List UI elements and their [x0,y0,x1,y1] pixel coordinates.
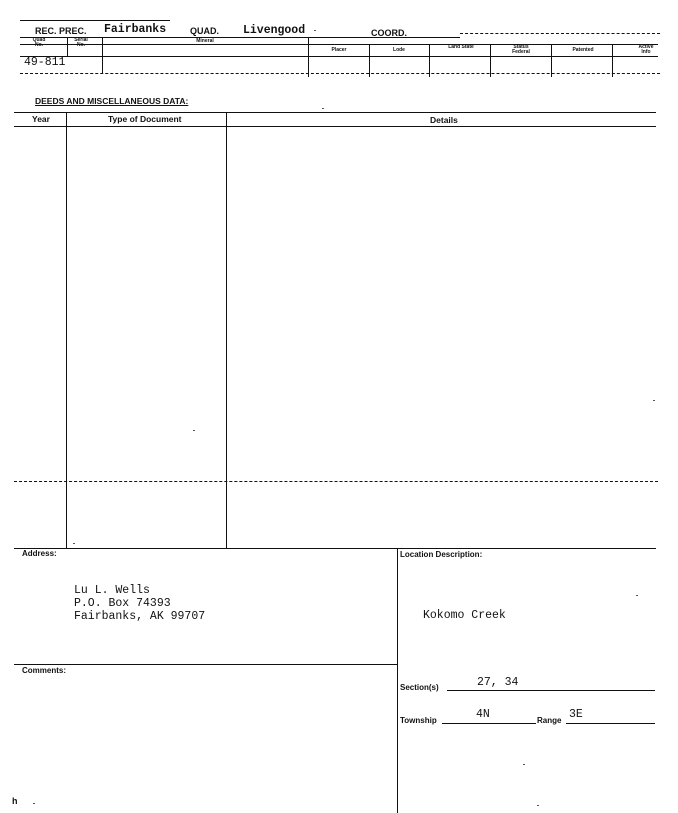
col-placer: Placer [331,47,347,53]
col-land-state: Land State [448,44,474,50]
header-rule-1-dashed [460,33,660,34]
col-div-mineral [308,37,309,77]
address-line-2: P.O. Box 74393 [74,597,171,610]
col-status-federal: Status Federal [512,44,530,55]
quad-no-value: 49-811 [24,56,66,69]
address-label: Address: [22,549,57,558]
col-div-serial [102,37,103,74]
col-div-lode [429,44,430,77]
deeds-div-type [226,112,227,548]
col-div-patented [612,44,613,77]
speck [537,805,539,806]
speck [33,803,35,804]
header-top-rule [20,20,170,21]
deeds-mid-dashed [14,481,658,482]
township-value: 4N [476,708,490,721]
range-label: Range [537,716,562,725]
address-line-1: Lu L. Wells [74,584,150,597]
header-rule-3 [20,56,658,57]
section-label: Section(s) [400,683,439,692]
section-underline [447,690,655,691]
speck [523,764,525,765]
speck [653,400,655,401]
range-underline [566,723,655,724]
deeds-div-year [66,112,67,548]
col-div-status [551,44,552,77]
col-lode: Lode [393,47,405,53]
col-patented: Patented [572,47,594,53]
col-quad-no: Quad No. [32,37,46,48]
range-value: 3E [569,708,583,721]
speck [636,595,638,596]
address-line-3: Fairbanks, AK 99707 [74,610,206,623]
speck [193,430,195,431]
comments-label: Comments: [22,666,67,675]
township-label: Township [400,716,437,725]
deeds-title: DEEDS AND MISCELLANEOUS DATA: [35,96,189,106]
header-rule-2 [20,44,658,45]
quad-label: QUAD. [190,26,219,36]
rec-prec-value: Fairbanks [104,23,167,36]
col-div-quad [67,37,68,56]
lower-div-center [397,548,398,813]
col-active-info: Active Info [638,44,654,55]
location-label: Location Description: [400,550,483,559]
header-rule-4-dashed [20,73,660,74]
col-serial-no: Serial No. [74,37,88,48]
section-value: 27, 34 [477,676,519,689]
deeds-col-details: Details [430,115,458,125]
deeds-rule-header [14,126,656,127]
address-comments-rule [14,664,397,665]
col-mineral: Mineral [196,38,214,44]
deeds-col-type: Type of Document [108,114,182,124]
coord-label: COORD. [371,28,407,38]
deeds-rule-top [14,112,656,113]
lower-rule-top [14,548,656,549]
speck [314,30,316,31]
rec-prec-label: REC. PREC. [35,26,87,36]
quad-value: Livengood [243,24,306,37]
speck [73,543,75,544]
footer-mark: h [12,796,18,806]
township-underline [442,723,536,724]
col-div-land [490,44,491,77]
deeds-col-year: Year [32,114,50,124]
location-value: Kokomo Creek [423,609,506,622]
col-div-placer [369,44,370,77]
speck [322,108,324,109]
